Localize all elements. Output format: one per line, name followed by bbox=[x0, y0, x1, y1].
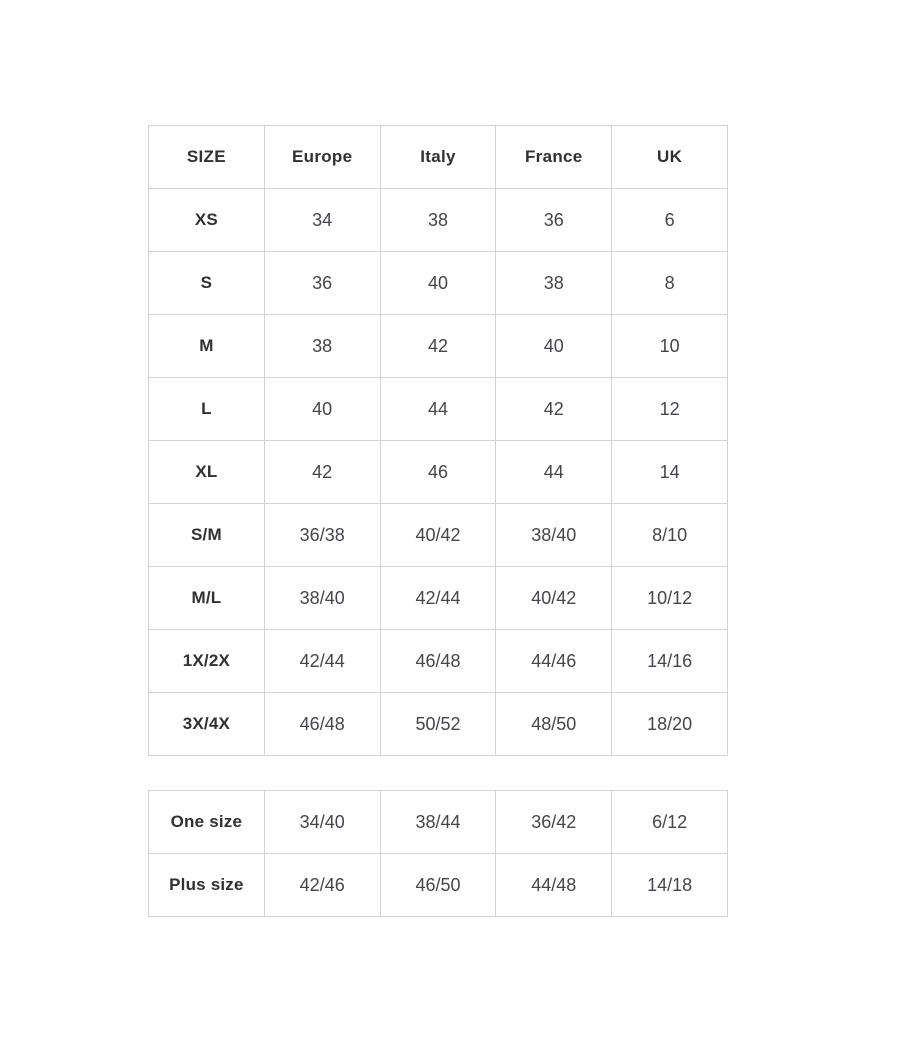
size-value-cell: 42 bbox=[496, 378, 612, 441]
size-value-cell: 40 bbox=[380, 252, 496, 315]
table-row bbox=[149, 791, 728, 854]
size-value-cell: 14/18 bbox=[612, 854, 728, 917]
table-row bbox=[149, 189, 728, 252]
row-label: L bbox=[149, 378, 265, 441]
size-value-cell: 48/50 bbox=[496, 693, 612, 756]
table-row bbox=[149, 315, 728, 378]
column-header: Italy bbox=[380, 126, 496, 189]
size-value-cell: 34/40 bbox=[264, 791, 380, 854]
size-value-cell: 46/48 bbox=[380, 630, 496, 693]
table-row bbox=[149, 378, 728, 441]
size-value-cell: 46/50 bbox=[380, 854, 496, 917]
row-label: One size bbox=[149, 791, 265, 854]
size-value-cell: 38 bbox=[380, 189, 496, 252]
column-header: France bbox=[496, 126, 612, 189]
size-value-cell: 50/52 bbox=[380, 693, 496, 756]
size-value-cell: 42/44 bbox=[264, 630, 380, 693]
size-chart-container bbox=[148, 125, 728, 917]
header-row bbox=[149, 126, 728, 189]
size-value-cell: 36/42 bbox=[496, 791, 612, 854]
table-row bbox=[149, 441, 728, 504]
size-value-cell: 8/10 bbox=[612, 504, 728, 567]
size-value-cell: 36 bbox=[264, 252, 380, 315]
size-value-cell: 12 bbox=[612, 378, 728, 441]
size-value-cell: 42/46 bbox=[264, 854, 380, 917]
size-value-cell: 46 bbox=[380, 441, 496, 504]
size-value-cell: 38/40 bbox=[264, 567, 380, 630]
size-value-cell: 38/40 bbox=[496, 504, 612, 567]
row-label: S/M bbox=[149, 504, 265, 567]
size-value-cell: 6/12 bbox=[612, 791, 728, 854]
table-row bbox=[149, 504, 728, 567]
row-label: 3X/4X bbox=[149, 693, 265, 756]
size-value-cell: 18/20 bbox=[612, 693, 728, 756]
size-value-cell: 46/48 bbox=[264, 693, 380, 756]
size-value-cell: 38 bbox=[496, 252, 612, 315]
size-value-cell: 14/16 bbox=[612, 630, 728, 693]
size-value-cell: 6 bbox=[612, 189, 728, 252]
column-header: UK bbox=[612, 126, 728, 189]
table-row bbox=[149, 252, 728, 315]
size-value-cell: 40/42 bbox=[380, 504, 496, 567]
size-value-cell: 44 bbox=[380, 378, 496, 441]
size-value-cell: 42 bbox=[380, 315, 496, 378]
size-value-cell: 44 bbox=[496, 441, 612, 504]
size-value-cell: 8 bbox=[612, 252, 728, 315]
size-value-cell: 38 bbox=[264, 315, 380, 378]
size-value-cell: 44/46 bbox=[496, 630, 612, 693]
special-sizes-table bbox=[148, 790, 728, 917]
size-value-cell: 44/48 bbox=[496, 854, 612, 917]
row-label: XS bbox=[149, 189, 265, 252]
size-value-cell: 34 bbox=[264, 189, 380, 252]
row-label: M bbox=[149, 315, 265, 378]
row-label: S bbox=[149, 252, 265, 315]
table-row bbox=[149, 567, 728, 630]
size-value-cell: 40 bbox=[496, 315, 612, 378]
size-value-cell: 40 bbox=[264, 378, 380, 441]
size-value-cell: 42 bbox=[264, 441, 380, 504]
table-row bbox=[149, 854, 728, 917]
row-label: 1X/2X bbox=[149, 630, 265, 693]
column-header: Europe bbox=[264, 126, 380, 189]
size-value-cell: 14 bbox=[612, 441, 728, 504]
column-header: SIZE bbox=[149, 126, 265, 189]
size-value-cell: 38/44 bbox=[380, 791, 496, 854]
size-value-cell: 42/44 bbox=[380, 567, 496, 630]
size-value-cell: 36 bbox=[496, 189, 612, 252]
size-conversion-table bbox=[148, 125, 728, 756]
row-label: Plus size bbox=[149, 854, 265, 917]
size-value-cell: 10 bbox=[612, 315, 728, 378]
row-label: XL bbox=[149, 441, 265, 504]
row-label: M/L bbox=[149, 567, 265, 630]
table-row bbox=[149, 693, 728, 756]
size-value-cell: 36/38 bbox=[264, 504, 380, 567]
size-value-cell: 40/42 bbox=[496, 567, 612, 630]
table-row bbox=[149, 630, 728, 693]
size-value-cell: 10/12 bbox=[612, 567, 728, 630]
